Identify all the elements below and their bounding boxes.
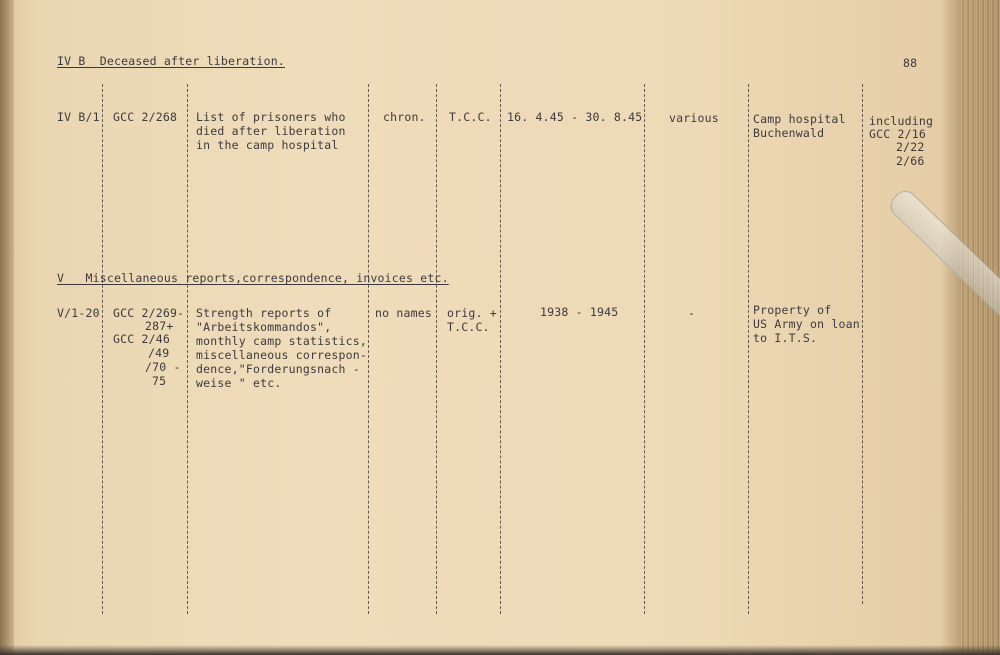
- remarks-line: GCC 2/16: [869, 127, 926, 141]
- ref-cell: IV B/1: [57, 110, 100, 124]
- gcc-cell: GCC 2/268: [113, 110, 178, 124]
- remarks-line: 2/22: [896, 140, 925, 154]
- page-edges: [960, 0, 1000, 655]
- location-cell: Property of US Army on loan to I.T.S.: [753, 303, 860, 345]
- page-number: 88: [903, 56, 918, 70]
- type-cell: chron.: [383, 110, 426, 124]
- description-cell: Strength reports of "Arbeitskommandos", monthly camp statistics, miscellaneous correspon- dence,"Forderungsnach - weise " etc.: [196, 306, 367, 390]
- location-cell: Camp hospital Buchenwald: [753, 112, 846, 140]
- period-cell: 1938 - 1945: [540, 305, 619, 319]
- binding-shadow: [0, 0, 14, 655]
- column-rule: [748, 84, 749, 614]
- gcc-line: 75: [152, 374, 167, 388]
- section-heading-v: V Miscellaneous reports,correspondence, invoices etc.: [57, 271, 449, 285]
- page-bottom-shadow: [0, 645, 1000, 655]
- type-cell: no names: [375, 306, 432, 320]
- column-rule: [500, 84, 501, 614]
- section-heading-ivb: IV B Deceased after liberation.: [57, 54, 285, 68]
- form-cell: T.C.C.: [449, 110, 492, 124]
- column-rule: [436, 84, 437, 614]
- gcc-line: 287+: [145, 319, 174, 333]
- period-cell: 16. 4.45 - 30. 8.45: [507, 110, 643, 124]
- gcc-line: /49: [148, 346, 170, 360]
- remarks-line: including: [869, 114, 934, 128]
- remarks-line: 2/66: [896, 154, 925, 168]
- gcc-line: /70 -: [145, 360, 181, 374]
- column-rule: [368, 84, 369, 614]
- names-cell: various: [669, 111, 719, 125]
- form-cell: orig. + T.C.C.: [447, 306, 497, 334]
- description-cell: List of prisoners who died after liberation in the camp hospital: [196, 110, 346, 152]
- column-rule: [102, 84, 103, 614]
- column-rule: [644, 84, 645, 614]
- column-rule: [862, 84, 863, 604]
- gcc-line: GCC 2/269-: [113, 306, 185, 320]
- gcc-line: GCC 2/46: [113, 332, 170, 346]
- ref-cell: V/1-20: [57, 306, 100, 320]
- column-rule: [187, 84, 188, 614]
- names-cell: -: [688, 306, 696, 320]
